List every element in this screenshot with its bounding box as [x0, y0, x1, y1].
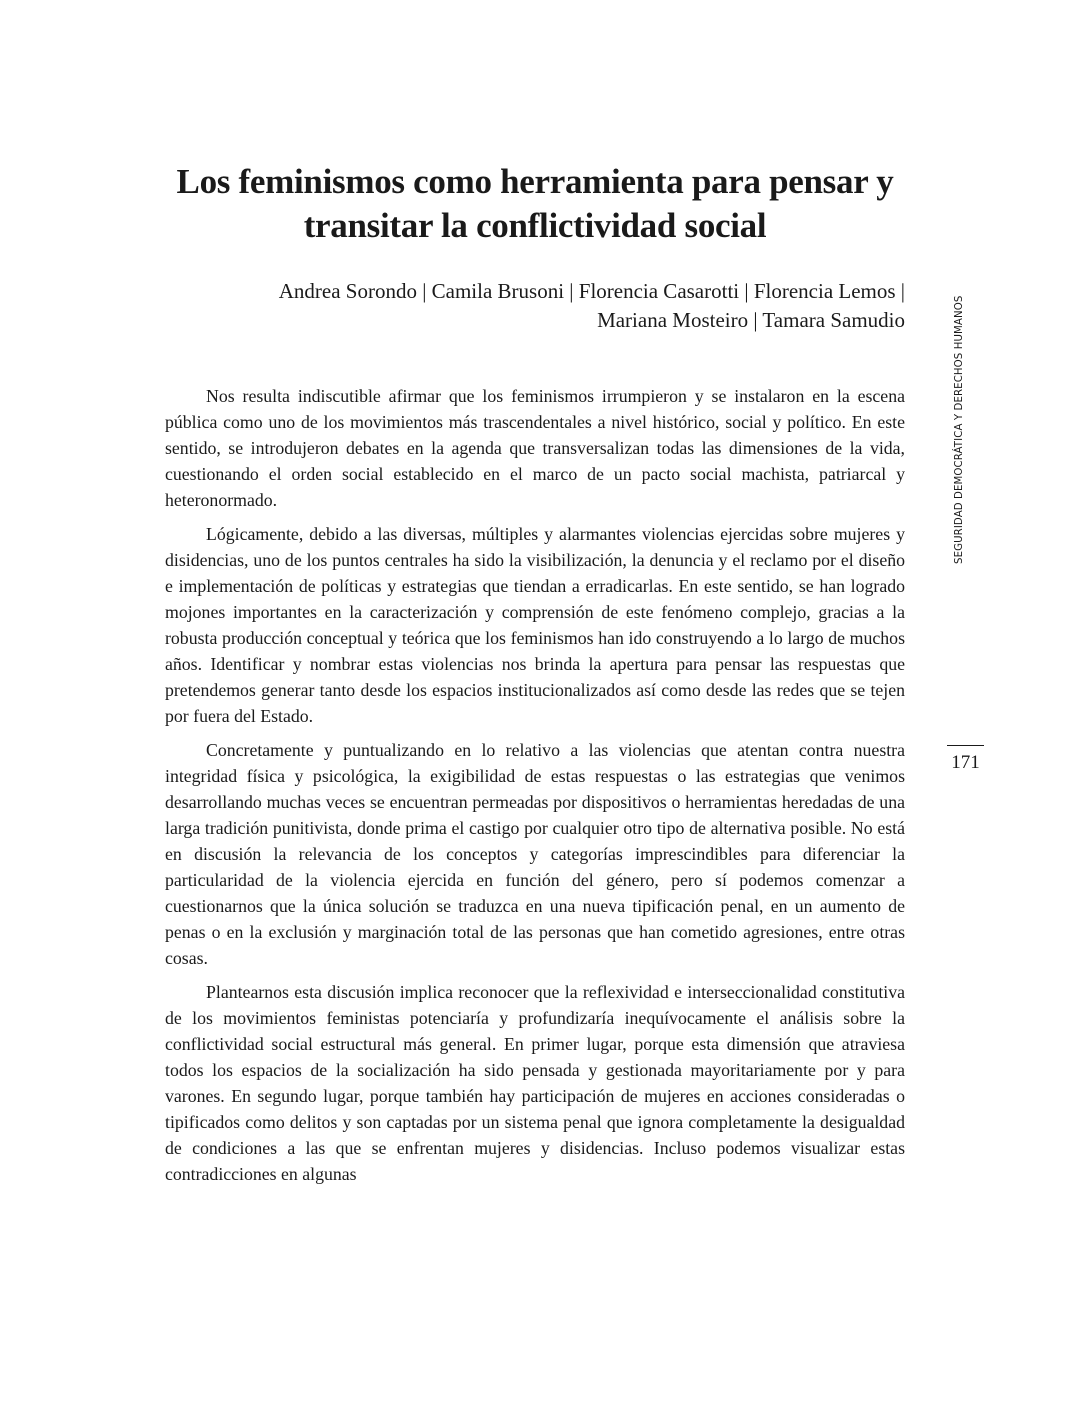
paragraph: Nos resulta indiscutible afirmar que los feminismos irrumpieron y se instalaron en la escena pública como uno de los movimientos más trascendentales a nivel histórico, social y político. En este sentido, se introdujeron debates en la agenda que transversalizan todas las dimensiones de la vida, cuestionando el orden social establecido en el marco de un pacto social machista, patriarcal y heteronormado. [165, 386, 905, 510]
author-list [165, 277, 905, 335]
chapter-title-line-2: transitar la conflictividad social [303, 206, 767, 245]
running-head-text: SEGURIDAD DEMOCRÁTICA Y DERECHOS HUMANOS [954, 295, 965, 564]
author-line-1: Andrea Sorondo | Camila Brusoni | Florencia Casarotti | Florencia Lemos | [278, 279, 905, 303]
page-number-rule [947, 745, 984, 746]
body-text [165, 383, 905, 1195]
paragraph: Lógicamente, debido a las diversas, múltiples y alarmantes violencias ejercidas sobre mujeres y disidencias, uno de los puntos centrales ha sido la visibilización, la denuncia y el reclamo por el diseño e implementación de políticas y estrategias que tiendan a erradicarlas. En este sentido, se han logrado mojones importantes en la caracterización y comprensión de este fenómeno complejo, gracias a la robusta producción conceptual y teórica que los feminismos han ido construyendo a lo largo de muchos años. Identificar y nombrar estas violencias nos brinda la apertura para pensar las respuestas que pretendemos generar tanto desde los espacios institucionalizados así como desde las redes que se tejen por fuera del Estado. [165, 524, 905, 726]
chapter-title [165, 160, 905, 248]
chapter-title-line-1: Los feminismos como herramienta para pensar y [176, 162, 894, 201]
author-line-2: Mariana Mosteiro | Tamara Samudio [597, 308, 905, 332]
paragraph: Concretamente y puntualizando en lo relativo a las violencias que atentan contra nuestra integridad física y psicológica, la exigibilidad de estas respuestas o las estrategias que venimos desarrollando muchas veces se encuentran permeadas por dispositivos o herramientas heredadas de una larga tradición punitivista, donde prima el castigo por cualquier otro tipo de alternativa posible. No está en discusión la relevancia de los conceptos y categorías imprescindibles para diferenciar la particularidad de la violencia ejercida en función del género, pero sí podemos comenzar a cuestionarnos que la única solución se traduzca en una nueva tipificación penal, en un aumento de penas o en la exclusión y marginación total de las personas que han cometido agresiones, entre otras cosas. [165, 740, 905, 968]
side-running-head [954, 248, 970, 564]
paragraph: Plantearnos esta discusión implica reconocer que la reflexividad e interseccionalidad constitutiva de los movimientos feministas potenciaría y profundizaría inequívocamente el análisis sobre la conflictividad social estructural más general. En primer lugar, porque esta dimensión que atraviesa todos los espacios de la socialización ha sido pensada y gestionada mayoritariamente por y para varones. En segundo lugar, porque también hay participación de mujeres en acciones consideradas o tipificados como delitos y son captadas por un sistema penal que ignora completamente la desigualdad de condiciones a las que se enfrentan mujeres y disidencias. Incluso podemos visualizar estas contradicciones en algunas [165, 982, 905, 1184]
page-number: 171 [951, 752, 980, 773]
